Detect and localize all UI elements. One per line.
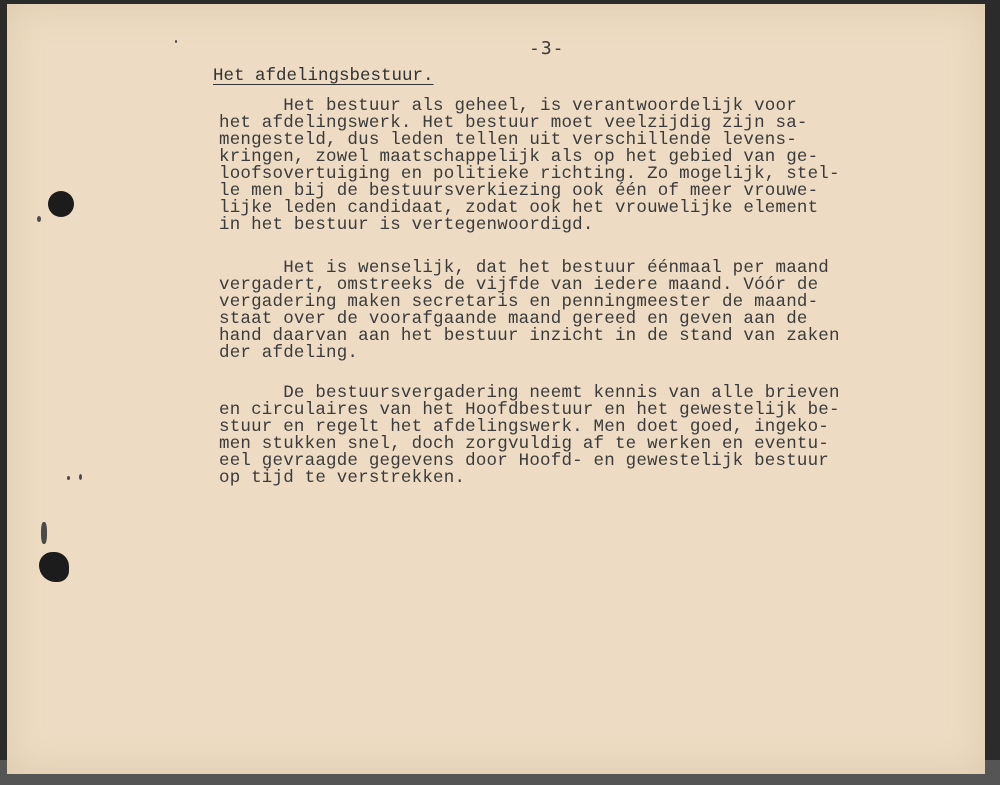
section-heading: Het afdelingsbestuur. <box>213 66 434 86</box>
paragraph-3-line-2: en circulaires van het Hoofdbestuur en het gewestelijk be- <box>219 400 840 420</box>
speck-top <box>37 216 41 222</box>
paragraph-1-line-2: het afdelingswerk. Het bestuur moet veelzijdig zijn sa- <box>219 113 808 133</box>
paragraph-1-line-5: loofsovertuiging en politieke richting. Zo mogelijk, stel- <box>219 164 840 184</box>
page-number: -3- <box>529 38 565 59</box>
paragraph-3-line-5: eel gevraagde gegevens door Hoofd- en gewestelijk bestuur <box>219 451 829 471</box>
paragraph-1-line-7: lijke leden candidaat, zodat ook het vrouwelijke element <box>219 198 819 218</box>
speck-left-2 <box>79 474 82 480</box>
speck-left-3 <box>175 40 177 43</box>
paragraph-2-line-5: hand daarvan aan het bestuur inzicht in de stand van zaken <box>219 326 840 346</box>
paragraph-2-line-1: Het is wenselijk, dat het bestuur éénmaal per maand <box>219 258 829 278</box>
punch-hole-top <box>48 191 74 217</box>
paragraph-3-line-3: stuur en regelt het afdelingswerk. Men doet goed, ingeko- <box>219 417 829 437</box>
paragraph-2-line-3: vergadering maken secretaris en penningmeester de maand- <box>219 292 819 312</box>
paragraph-3-line-1: De bestuursvergadering neemt kennis van alle brieven <box>219 383 840 403</box>
punch-hole-bottom <box>39 552 69 582</box>
paragraph-3-line-6: op tijd te verstrekken. <box>219 468 466 488</box>
paragraph-1-line-4: kringen, zowel maatschappelijk als op het gebied van ge- <box>219 147 819 167</box>
paragraph-2-line-4: staat over de voorafgaande maand gereed en geven aan de <box>219 309 808 329</box>
speck-left-1 <box>67 476 70 480</box>
speck-bottom <box>41 522 47 544</box>
paragraph-1-line-1: Het bestuur als geheel, is verantwoordelijk voor <box>219 96 797 116</box>
paragraph-2-line-6: der afdeling. <box>219 343 359 363</box>
paragraph-1-line-6: le men bij de bestuursverkiezing ook één of meer vrouwe- <box>219 181 819 201</box>
paragraph-1-line-8: in het bestuur is vertegenwoordigd. <box>219 215 594 235</box>
typewritten-page <box>7 4 985 774</box>
paragraph-2-line-2: vergadert, omstreeks de vijfde van iedere maand. Vóór de <box>219 275 819 295</box>
paragraph-3-line-4: men stukken snel, doch zorgvuldig af te werken en eventu- <box>219 434 829 454</box>
paragraph-1-line-3: mengesteld, dus leden tellen uit verschillende levens- <box>219 130 797 150</box>
